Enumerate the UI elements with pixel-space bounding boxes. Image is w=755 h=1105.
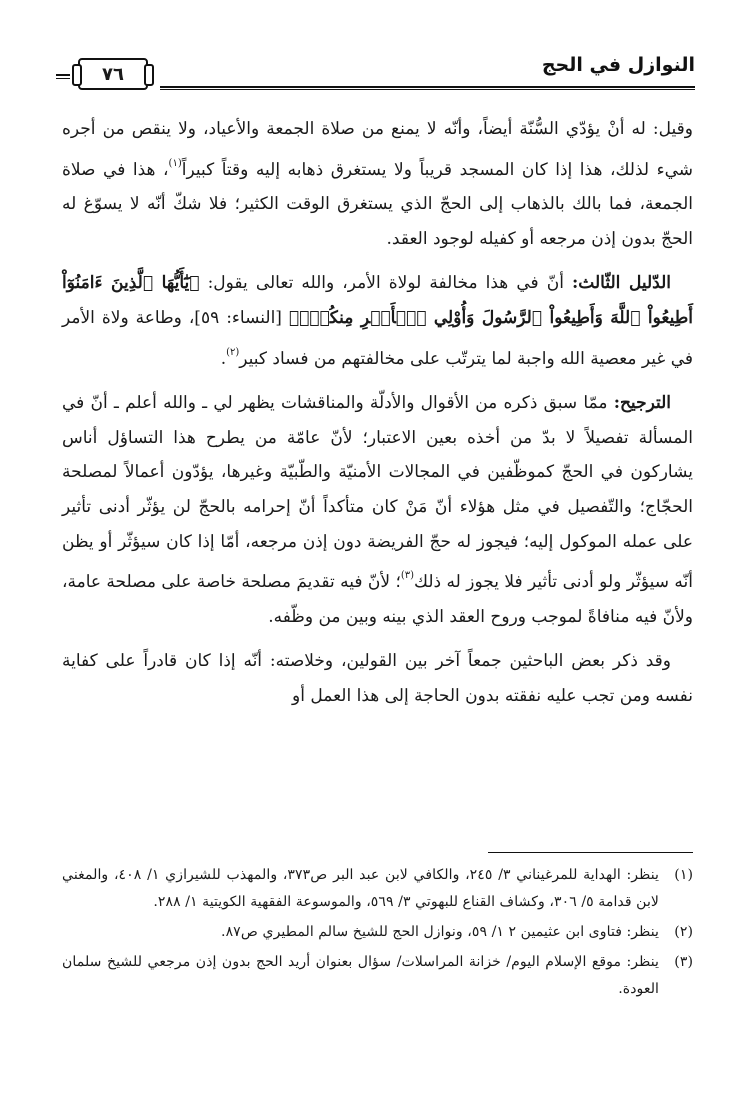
footnote-1 [62,862,693,916]
footnotes [62,862,693,1006]
footnote-separator [488,852,693,853]
header-left-rule [56,74,70,76]
section-lead-third-evidence: الدّليل الثّالث: [572,273,671,294]
footnote-number: (٣) [674,954,693,970]
footnote-2 [62,919,693,946]
paragraph-text: [النساء: ٥٩]، وطاعة ولاة الأمر في غير معصية الله واجبة لما يترتّب على مخالفتهم من فساد كبير [62,307,693,369]
page-number: ٧٦ [78,58,148,90]
section-lead-tarjih: الترجيح: [613,393,671,414]
paragraph-text: . [220,348,227,369]
footnote-ref-2: (٢) [226,346,240,358]
header-left-rule-thin [56,78,70,79]
footnote-ref-1: (١) [168,157,182,169]
running-title: النوازل في الحج [541,54,695,76]
paragraph-3 [62,386,693,634]
paragraph-text: ؛ لأنّ فيه تقديمَ مصلحة خاصة على مصلحة عامة، ولأنّ فيه منافاةً لموجب وروح العقد الذي بينه وبين من وظّفه. [62,572,693,627]
paragraph-text: ، هذا في صلاة الجمعة، فما بالك بالذهاب إلى الحجّ الذي يستغرق الوقت الكثير؛ فلا شكّ أنّه لا يسوّغ له الحجّ بدون إذن مرجعه أو كفيله لوجود العقد. [62,159,693,249]
footnote-3 [62,949,693,1003]
footnote-text: ينظر: موقع الإسلام اليوم/ خزانة المراسلات/ سؤال بعنوان أريد الحج بدون إذن مرجعي للشيخ سلمان العودة. [62,954,659,997]
paragraph-text: ممّا سبق ذكره من الأقوال والأدلّة والمناقشات يظهر لي ـ والله أعلم ـ أنّ في المسألة تفصيلاً لا بدّ من أخذه بعين الاعتبار؛ لأنّ عامّة من يطرح هذا التساؤل أناس يشاركون في الحجّ كموظّفين في المجالات الأمنيّة والطّبيّة وغيرها، يؤدّون أعمالاً لمصلحة الحجّاج؛ والتّفصيل في مثل هؤلاء أنّ مَنْ كان متأكداً أنّ إحرامه بالحجّ لن يؤثّر أدنى تأثير على عمله الموكول إليه؛ فيجوز له حجّ الفريضة دون إذن مرجعه، أمّا إذا كان سيؤثّر أو يظن أنّه سيؤثّر ولو أدنى تأثير فلا يجوز له ذلك [62,393,693,593]
paragraph-text: وقيل: له أنْ يؤدّي السُّنّة أيضاً، وأنّه لا يمنع من صلاة الجمعة والأعياد، ولا ينقص من أجره شيء لذلك، هذا إذا كان المسجد قريباً ولا يستغرق ذهابه إليه وقتاً كبيراً [62,119,694,180]
main-text [62,112,693,724]
paragraph-text: أنّ في هذا مخالفة لولاة الأمر، والله تعالى يقول: [199,273,573,294]
paragraph-2 [62,266,693,376]
quran-verse: ﴿يَٰٓأَيُّهَا ٱلَّذِينَ ءَامَنُوٓاْ أَطِيعُواْ ٱللَّهَ وَأَطِيعُواْ ٱلرَّسُولَ وَأُوْلِي ٱلۡأَمۡرِ مِنكُمۡۖ﴾ [62,273,693,328]
footnote-ref-3: (٣) [400,570,415,582]
page-header [60,48,695,90]
header-rule [160,86,695,88]
paragraph-text: وقد ذكر بعض الباحثين جمعاً آخر بين القولين، وخلاصته: أنّه إذا كان قادراً على كفاية نفسه ومن تجب عليه نفقته بدون الحاجة إلى هذا العمل أو [62,651,693,706]
footnote-number: (١) [674,867,693,883]
footnote-text: ينظر: فتاوى ابن عثيمين ٢ ١/ ٥٩، ونوازل الحج للشيخ سالم المطيري ص٨٧. [221,924,659,940]
header-rule-thin [160,89,695,90]
footnote-number: (٢) [674,924,693,940]
paragraph-4 [62,644,693,713]
paragraph-1 [62,112,693,256]
footnote-text: ينظر: الهداية للمرغيناني ٣/ ٢٤٥، والكافي لابن عبد البر ص٣٧٣، والمهذب للشيرازي ١/ ٤٠٨، والمغني لابن قدامة ٥/ ٣٠٦، وكشاف القناع للبهوتي ٣/ ٥٦٩، والموسوعة الفقهية الكويتية ١/ ٢٨٨. [62,867,659,910]
